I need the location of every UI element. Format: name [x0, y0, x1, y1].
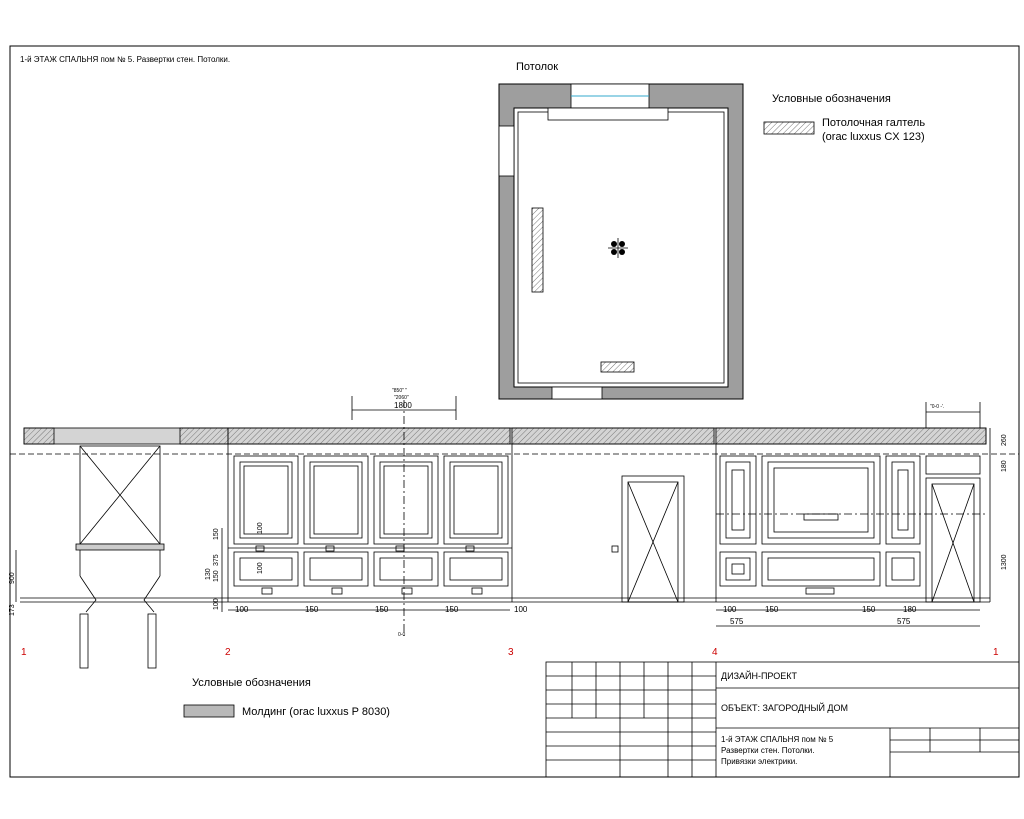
dim-bottom-a3: 150	[445, 605, 459, 614]
dim-bottom-b3: 180	[903, 605, 917, 614]
title-block-object: ОБЪЕКТ: ЗАГОРОДНЫЙ ДОМ	[721, 703, 849, 713]
dim-bottom-b2: 150	[862, 605, 876, 614]
ceiling-plan	[499, 84, 743, 399]
dim-note-top-2: "2060"	[394, 395, 409, 401]
legend-galtel-code: (orac luxxus CX 123)	[822, 131, 925, 143]
dim-left-375: 375	[213, 554, 220, 566]
axis-label-4: 4	[712, 647, 718, 658]
dim-right-1300: 1300	[1001, 554, 1008, 570]
legend-molding-swatch	[184, 705, 234, 717]
dim-note-top-right: "0-0 -'.	[930, 404, 945, 410]
dim-panel-100a: 100	[257, 522, 264, 534]
axis-label-1-left: 1	[21, 647, 27, 658]
dim-bottom-a2: 150	[375, 605, 389, 614]
legend-molding-label: Молдинг (orac luxxus P 8030)	[242, 706, 390, 718]
ceiling-vent	[601, 362, 634, 372]
legend-galtel-swatch	[764, 122, 814, 134]
dim-bottom-c1: 575	[897, 617, 911, 626]
legend-top-title: Условные обозначения	[772, 93, 891, 105]
dim-1800: 1800	[394, 401, 412, 410]
dim-bottom-a0: 100	[235, 605, 249, 614]
title-block-sheet-line2: Развертки стен. Потолки.	[721, 746, 815, 755]
dim-left-wall-173: 173	[9, 604, 16, 616]
dim-bottom-b1: 150	[765, 605, 779, 614]
title-block-sheet-line1: 1-й ЭТАЖ СПАЛЬНЯ пом № 5	[721, 735, 834, 744]
ceiling-title: Потолок	[516, 61, 559, 73]
title-block-project: ДИЗАЙН-ПРОЕКТ	[721, 671, 797, 681]
dim-bottom-c0: 575	[730, 617, 744, 626]
dim-right-260: 260	[1001, 434, 1008, 446]
dim-bottom-b0: 100	[723, 605, 737, 614]
ceiling-opening-bottom	[552, 387, 602, 399]
legend-galtel-label: Потолочная галтель	[822, 117, 926, 129]
dim-panel-100b: 100	[257, 562, 264, 574]
legend-bottom-title: Условные обозначения	[192, 677, 311, 689]
axis-label-2: 2	[225, 647, 231, 658]
dim-left-150b: 150	[213, 570, 220, 582]
ceiling-light-strip	[532, 208, 543, 292]
dim-left-150a: 150	[213, 528, 220, 540]
axis-label-3: 3	[508, 647, 514, 658]
dim-bottom-a4: 100	[514, 605, 528, 614]
dim-note-top: "850" "	[392, 388, 408, 394]
dim-left-130: 130	[205, 568, 212, 580]
dim-bottom-a1: 150	[305, 605, 319, 614]
ceiling-opening-left	[499, 126, 514, 176]
dim-left-100: 100	[213, 598, 220, 610]
center-axis-note: 0-0	[398, 632, 406, 638]
dim-right-180: 180	[1001, 460, 1008, 472]
sheet-header-title: 1-й ЭТАЖ СПАЛЬНЯ пом № 5. Развертки стен. Потолки.	[20, 55, 231, 64]
dim-left-wall-900: 900	[9, 572, 16, 584]
axis-label-1-right: 1	[993, 647, 999, 658]
wall-elevation	[10, 396, 1019, 668]
title-block-sheet-line3: Привязки электрики.	[721, 757, 798, 766]
